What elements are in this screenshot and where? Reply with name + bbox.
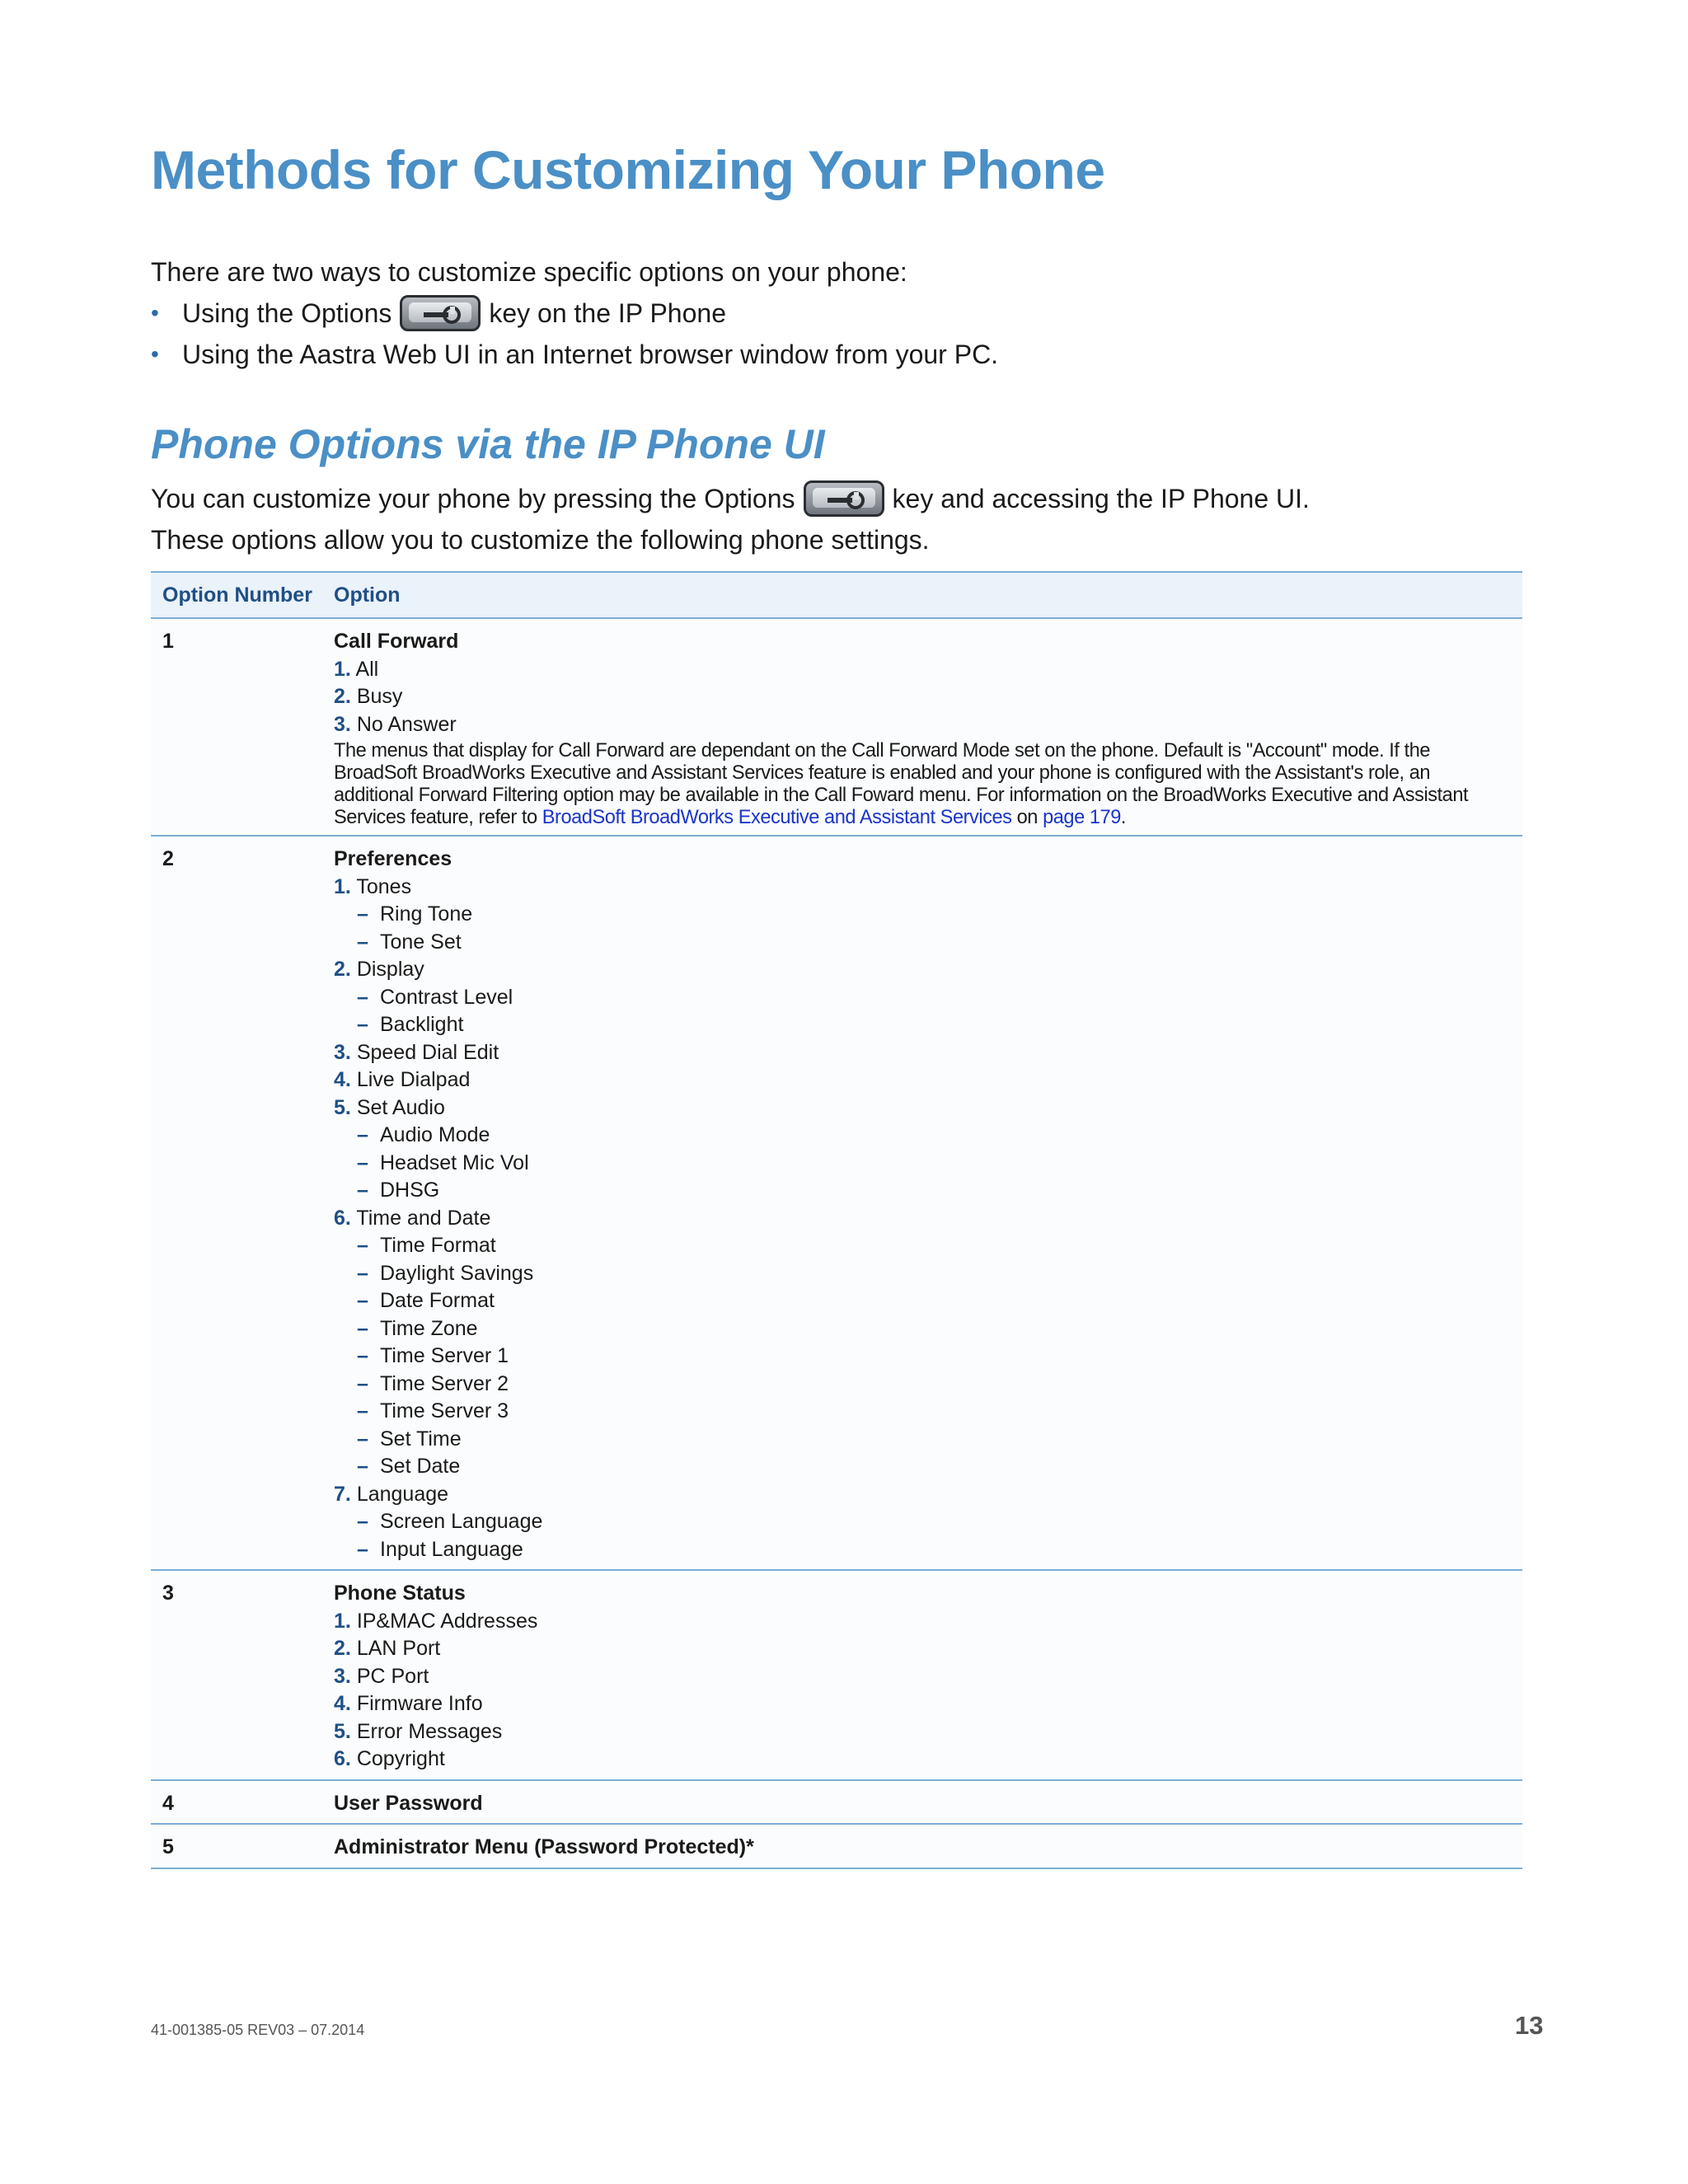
option-cell: [334, 846, 1522, 1563]
dash-icon: –: [357, 1013, 368, 1036]
bullet-dot-icon: •: [151, 300, 159, 326]
option-number: 1: [162, 630, 174, 653]
submenu-item-label: Time Server 1: [380, 1344, 509, 1367]
submenu-item: [334, 1453, 1522, 1481]
section-line-1-before: You can customize your phone by pressing the Options: [151, 484, 795, 513]
submenu-item: [334, 1177, 1522, 1205]
section-line-1-after: key and accessing the IP Phone UI.: [892, 484, 1310, 513]
section-line-2: These options allow you to customize the following phone settings.: [151, 525, 930, 555]
bullet-text: Using the Options: [182, 298, 392, 328]
dash-icon: –: [357, 1371, 368, 1395]
options-key-icon: [804, 480, 884, 517]
dash-icon: –: [357, 1344, 368, 1367]
table-row: [151, 619, 1522, 837]
bullet-dot-icon: •: [151, 341, 159, 367]
menu-item: [334, 956, 1522, 984]
submenu-item: [334, 1232, 1522, 1260]
intro-lead: There are two ways to customize specific options on your phone:: [151, 257, 907, 287]
bullet-item: [151, 334, 998, 375]
menu-item: [334, 1608, 1522, 1636]
options-table: [151, 571, 1522, 1869]
menu-item: [334, 1094, 1522, 1122]
menu-item-label: Language: [356, 1482, 449, 1506]
menu-item-number: 2.: [334, 958, 351, 981]
dash-icon: –: [357, 1234, 368, 1257]
submenu-item-label: Audio Mode: [380, 1123, 490, 1146]
submenu-item: [334, 1508, 1522, 1536]
dash-icon: –: [357, 985, 368, 1009]
dash-icon: –: [357, 1455, 368, 1478]
submenu-item-label: Set Time: [380, 1427, 462, 1451]
dash-icon: –: [357, 1537, 368, 1561]
submenu-item: [334, 929, 1522, 957]
dash-icon: –: [357, 1510, 368, 1533]
menu-item-label: Busy: [356, 685, 403, 708]
submenu-item: [334, 1536, 1522, 1564]
footer-doc-id: 41-001385-05 REV03 – 07.2014: [151, 2022, 365, 2038]
dash-icon: –: [357, 1179, 368, 1202]
menu-item-number: 5.: [334, 1095, 351, 1119]
dash-icon: –: [357, 1399, 368, 1422]
call-forward-note: [334, 740, 1522, 829]
table-body: [151, 619, 1522, 1869]
submenu-item: [334, 1150, 1522, 1178]
submenu-item-label: Headset Mic Vol: [380, 1151, 529, 1174]
menu-item-number: 5.: [334, 1719, 351, 1743]
menu-item: [334, 1481, 1522, 1509]
submenu-item-label: Tone Set: [380, 930, 462, 954]
dash-icon: –: [357, 930, 368, 954]
table-row: [151, 1825, 1522, 1869]
note-text: The menus that display for Call Forward are dependant on the Call Forward Mode set on the phone. Default is "Account" mode. If the BroadSoft BroadWorks Executive and Assistant Services feature is enabled and your phone is configured with the Assistant's role, an additional Forward Filtering option may be available in the Call Foward menu. For information on the BroadWorks Executive and Assistant Services feature, refer to: [334, 740, 1469, 828]
option-number: 2: [162, 847, 174, 870]
submenu-item-label: Date Format: [380, 1289, 495, 1312]
menu-item: [334, 1066, 1522, 1094]
menu-item-number: 1.: [334, 874, 351, 898]
submenu-item-label: Ring Tone: [380, 902, 473, 926]
option-title: Call Forward: [334, 630, 459, 653]
submenu-item: [334, 1315, 1522, 1343]
dash-icon: –: [357, 902, 368, 926]
menu-item-label: Set Audio: [356, 1095, 445, 1119]
option-cell: [334, 1834, 1522, 1862]
submenu-item: [334, 1371, 1522, 1399]
section-intro: [151, 478, 1310, 560]
option-number: 3: [162, 1582, 174, 1605]
submenu-item: [334, 1343, 1522, 1371]
submenu-item-label: Set Date: [380, 1455, 461, 1478]
submenu-item: [334, 1398, 1522, 1426]
menu-item-number: 3.: [334, 1664, 351, 1688]
table-row: [151, 837, 1522, 1571]
dash-icon: –: [357, 1261, 368, 1285]
submenu-item: [334, 901, 1522, 929]
menu-item-number: 2.: [334, 685, 351, 708]
intro-block: [151, 251, 998, 375]
bullet-item: [151, 293, 998, 334]
dash-icon: –: [357, 1123, 368, 1146]
option-title: User Password: [334, 1791, 483, 1815]
option-cell: [334, 1580, 1522, 1774]
menu-item: [334, 1039, 1522, 1067]
note-text: on: [1011, 807, 1043, 828]
bullet-text-after: key on the IP Phone: [489, 298, 726, 328]
menu-item-label: Live Dialpad: [356, 1068, 471, 1091]
submenu-item-label: Time Zone: [380, 1316, 478, 1340]
submenu-item-label: Screen Language: [380, 1510, 543, 1533]
menu-item-number: 7.: [334, 1482, 351, 1506]
menu-item-label: Error Messages: [356, 1719, 503, 1743]
menu-item-label: Speed Dial Edit: [356, 1040, 499, 1064]
menu-item-label: Display: [356, 958, 424, 981]
menu-item: [334, 874, 1522, 902]
option-number: 5: [162, 1835, 174, 1858]
dash-icon: –: [357, 1316, 368, 1340]
table-row: [151, 1781, 1522, 1825]
submenu-item-label: DHSG: [380, 1179, 440, 1202]
menu-item-number: 1.: [334, 1609, 351, 1633]
menu-item-label: Firmware Info: [356, 1692, 483, 1715]
submenu-item-label: Input Language: [380, 1537, 523, 1561]
menu-item-label: Tones: [356, 874, 412, 898]
option-title: Preferences: [334, 847, 452, 870]
dash-icon: –: [357, 1151, 368, 1174]
menu-item-number: 4.: [334, 1068, 351, 1091]
menu-item: [334, 1205, 1522, 1233]
note-text: .: [1120, 807, 1127, 828]
menu-item-number: 4.: [334, 1692, 351, 1715]
menu-item-number: 2.: [334, 1637, 351, 1660]
submenu-item: [334, 1287, 1522, 1315]
header-option-number: Option Number: [162, 583, 312, 607]
menu-item-label: PC Port: [356, 1664, 429, 1688]
menu-item: [334, 1718, 1522, 1746]
dash-icon: –: [357, 1427, 368, 1451]
option-title: Administrator Menu (Password Protected)*: [334, 1835, 754, 1858]
menu-item-label: Copyright: [356, 1747, 445, 1770]
submenu-item-label: Time Server 3: [380, 1399, 509, 1422]
wrench-icon: [826, 490, 867, 510]
option-cell: [334, 1790, 1522, 1818]
submenu-item-label: Time Format: [380, 1234, 496, 1257]
table-row: [151, 1571, 1522, 1781]
page-number: 13: [1515, 2011, 1544, 2040]
page-title: Methods for Customizing Your Phone: [151, 139, 1105, 200]
option-title: Phone Status: [334, 1582, 466, 1605]
menu-item: [334, 1690, 1522, 1718]
page-179-link[interactable]: page 179: [1043, 807, 1121, 828]
menu-item-number: 3.: [334, 712, 351, 736]
menu-item: [334, 683, 1522, 711]
submenu-item: [334, 1260, 1522, 1288]
section-line-1: [151, 478, 1310, 519]
menu-item: [334, 1635, 1522, 1663]
option-cell: [334, 628, 1522, 829]
submenu-item-label: Time Server 2: [380, 1371, 509, 1395]
option-number: 4: [162, 1791, 174, 1815]
submenu-item: [334, 1426, 1522, 1454]
bullet-text: Using the Aastra Web UI in an Internet browser window from your PC.: [182, 340, 999, 369]
header-option: Option: [334, 583, 401, 607]
menu-item-number: 6.: [334, 1206, 351, 1230]
menu-item-label: IP&MAC Addresses: [356, 1609, 538, 1633]
menu-item: [334, 656, 1522, 684]
wrench-icon: [422, 305, 463, 325]
menu-item-label: LAN Port: [356, 1637, 441, 1660]
menu-item-label: Time and Date: [356, 1206, 491, 1230]
menu-item: [334, 1663, 1522, 1691]
menu-item: [334, 711, 1522, 739]
submenu-item-label: Backlight: [380, 1013, 464, 1036]
options-key-icon: [400, 295, 481, 331]
submenu-item: [334, 984, 1522, 1012]
menu-item-number: 6.: [334, 1747, 351, 1770]
menu-item-label: No Answer: [356, 712, 457, 736]
menu-item: [334, 1746, 1522, 1774]
section-title: Phone Options via the IP Phone UI: [151, 421, 825, 467]
submenu-item-label: Daylight Savings: [380, 1261, 534, 1285]
submenu-item-label: Contrast Level: [380, 985, 513, 1009]
menu-item-number: 1.: [334, 657, 351, 681]
dash-icon: –: [357, 1289, 368, 1312]
menu-item-number: 3.: [334, 1040, 351, 1064]
broadworks-exec-link[interactable]: BroadSoft BroadWorks Executive and Assistant Services: [542, 807, 1012, 828]
submenu-item: [334, 1011, 1522, 1039]
table-header: [151, 571, 1522, 619]
menu-item-label: All: [355, 657, 379, 681]
submenu-item: [334, 1122, 1522, 1150]
